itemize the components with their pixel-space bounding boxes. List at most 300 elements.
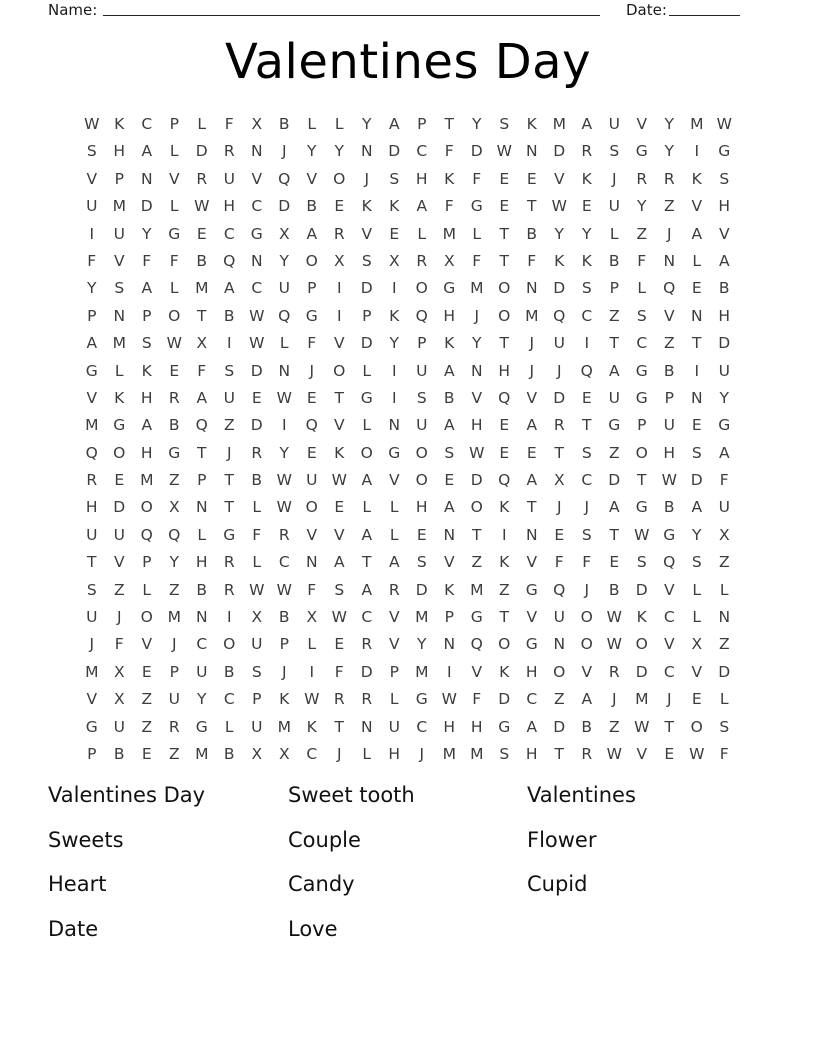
grid-letter: D	[608, 471, 621, 490]
grid-letter: Q	[168, 525, 181, 544]
grid-letter: D	[553, 717, 566, 736]
word-list-item: Sweets	[48, 827, 124, 852]
grid-letter: E	[609, 553, 620, 572]
grid-letter: J	[281, 142, 287, 161]
grid-letter: D	[195, 142, 208, 161]
grid-letter: W	[716, 115, 732, 133]
grid-letter: R	[581, 142, 593, 161]
grid-letter: T	[637, 471, 647, 490]
grid-letter: M	[415, 662, 429, 681]
grid-letter: G	[388, 443, 401, 462]
grid-letter: V	[333, 525, 345, 544]
grid-letter: P	[252, 690, 262, 709]
grid-letter: U	[608, 197, 620, 216]
grid-letter: F	[307, 580, 317, 599]
grid-letter: J	[611, 169, 617, 188]
grid-letter: W	[194, 197, 210, 216]
grid-letter: R	[636, 169, 648, 188]
grid-letter: X	[691, 635, 703, 654]
grid-letter: P	[664, 388, 674, 407]
grid-letter: Q	[553, 306, 566, 325]
word-list	[0, 773, 816, 973]
grid-letter: B	[581, 717, 593, 736]
grid-letter: U	[608, 388, 620, 407]
grid-letter: P	[279, 635, 289, 654]
grid-letter: O	[415, 443, 428, 462]
grid-letter: Q	[663, 553, 676, 572]
grid-letter: E	[499, 416, 510, 435]
grid-letter: N	[113, 306, 126, 325]
grid-letter: K	[114, 115, 125, 133]
grid-row	[78, 659, 738, 686]
grid-letter: T	[472, 525, 482, 544]
grid-letter: T	[527, 197, 537, 216]
grid-letter: W	[276, 498, 292, 517]
grid-letter: N	[388, 416, 401, 435]
grid-letter: N	[278, 361, 291, 380]
grid-letter: E	[416, 525, 427, 544]
grid-letter: V	[306, 525, 318, 544]
grid-letter: O	[580, 608, 593, 627]
grid-letter: M	[85, 416, 99, 435]
grid-letter: E	[141, 662, 152, 681]
grid-letter: D	[553, 388, 566, 407]
grid-letter: C	[416, 142, 428, 161]
grid-letter: S	[581, 279, 592, 298]
grid-letter: B	[223, 744, 235, 763]
grid-letter: V	[691, 662, 703, 681]
grid-letter: V	[443, 553, 455, 572]
grid-letter: Y	[554, 224, 564, 243]
grid-letter: R	[223, 580, 235, 599]
grid-letter: G	[305, 306, 318, 325]
grid-letter: O	[498, 306, 511, 325]
grid-letter: F	[527, 251, 537, 270]
grid-letter: R	[196, 169, 208, 188]
grid-letter: Z	[553, 690, 565, 709]
grid-letter: D	[553, 279, 566, 298]
grid-letter: E	[526, 443, 537, 462]
grid-letter: H	[498, 361, 511, 380]
grid-letter: J	[611, 690, 617, 709]
grid-row	[78, 303, 738, 330]
grid-letter: Z	[168, 580, 180, 599]
grid-letter: D	[690, 471, 703, 490]
grid-letter: K	[141, 361, 152, 380]
grid-letter: I	[336, 279, 342, 298]
grid-letter: E	[334, 635, 345, 654]
grid-letter: F	[197, 361, 207, 380]
grid-letter: C	[636, 334, 648, 353]
grid-letter: H	[663, 443, 676, 462]
grid-letter: O	[690, 717, 703, 736]
grid-letter: P	[169, 115, 179, 133]
grid-letter: J	[336, 744, 342, 763]
grid-letter: K	[389, 197, 400, 216]
grid-letter: T	[444, 115, 454, 133]
grid-letter: U	[251, 635, 263, 654]
grid-letter: B	[196, 251, 208, 270]
date-label: Date:	[626, 1, 667, 19]
grid-letter: A	[416, 197, 428, 216]
grid-letter: T	[499, 251, 509, 270]
grid-letter: S	[416, 553, 427, 572]
grid-letter: N	[360, 142, 373, 161]
grid-letter: Q	[498, 471, 511, 490]
grid-letter: I	[446, 662, 452, 681]
grid-letter: J	[556, 498, 562, 517]
grid-letter: L	[362, 498, 372, 517]
grid-letter: M	[690, 115, 704, 133]
grid-letter: B	[663, 361, 675, 380]
grid-letter: L	[224, 717, 234, 736]
grid-letter: S	[691, 553, 702, 572]
grid-letter: K	[581, 251, 592, 270]
grid-letter: U	[388, 717, 400, 736]
grid-letter: W	[606, 744, 622, 763]
grid-letter: M	[195, 744, 209, 763]
grid-letter: Z	[608, 306, 620, 325]
grid-letter: P	[87, 306, 97, 325]
grid-row	[78, 686, 738, 713]
grid-letter: U	[718, 361, 730, 380]
grid-letter: U	[113, 224, 125, 243]
grid-letter: O	[333, 169, 346, 188]
grid-letter: P	[417, 115, 427, 133]
grid-letter: S	[609, 142, 620, 161]
grid-letter: A	[141, 142, 153, 161]
grid-letter: L	[334, 115, 344, 133]
grid-letter: J	[364, 169, 370, 188]
grid-letter: V	[113, 553, 125, 572]
grid-letter: W	[441, 690, 457, 709]
grid-letter: G	[635, 388, 648, 407]
grid-letter: N	[470, 361, 483, 380]
grid-letter: K	[444, 580, 455, 599]
grid-letter: J	[529, 361, 535, 380]
grid-letter: G	[443, 279, 456, 298]
grid-letter: F	[114, 635, 124, 654]
word-list-item: Flower	[527, 827, 597, 852]
grid-letter: U	[718, 498, 730, 517]
grid-letter: H	[525, 662, 538, 681]
grid-letter: A	[86, 334, 98, 353]
grid-letter: C	[663, 662, 675, 681]
grid-letter: O	[635, 635, 648, 654]
grid-row	[78, 522, 738, 549]
grid-letter: C	[251, 197, 263, 216]
grid-letter: L	[389, 525, 399, 544]
grid-letter: W	[249, 306, 265, 325]
grid-letter: V	[361, 224, 373, 243]
grid-letter: O	[415, 279, 428, 298]
grid-letter: V	[306, 169, 318, 188]
grid-letter: V	[471, 662, 483, 681]
grid-letter: C	[663, 608, 675, 627]
grid-letter: E	[196, 224, 207, 243]
grid-letter: F	[224, 115, 234, 133]
grid-letter: X	[553, 471, 565, 490]
grid-letter: F	[334, 662, 344, 681]
grid-letter: Z	[608, 443, 620, 462]
grid-letter: N	[195, 498, 208, 517]
grid-row	[78, 275, 738, 302]
grid-row	[78, 440, 738, 467]
grid-letter: T	[554, 443, 564, 462]
grid-letter: L	[609, 224, 619, 243]
grid-letter: H	[415, 498, 428, 517]
grid-letter: O	[305, 498, 318, 517]
grid-letter: A	[141, 279, 153, 298]
grid-letter: X	[113, 662, 125, 681]
grid-letter: H	[415, 169, 428, 188]
grid-letter: A	[443, 498, 455, 517]
grid-letter: G	[223, 525, 236, 544]
grid-letter: R	[581, 744, 593, 763]
grid-letter: F	[87, 251, 97, 270]
grid-letter: A	[361, 471, 373, 490]
grid-letter: D	[635, 580, 648, 599]
grid-letter: J	[116, 608, 122, 627]
grid-letter: V	[663, 635, 675, 654]
grid-letter: K	[389, 306, 400, 325]
grid-letter: A	[608, 361, 620, 380]
grid-letter: C	[581, 306, 593, 325]
grid-letter: H	[388, 744, 401, 763]
grid-letter: N	[718, 608, 731, 627]
grid-letter: P	[362, 306, 372, 325]
grid-letter: M	[442, 224, 456, 243]
grid-letter: Z	[141, 717, 153, 736]
grid-letter: O	[305, 251, 318, 270]
grid-letter: S	[141, 334, 152, 353]
grid-letter: P	[114, 169, 124, 188]
grid-letter: T	[224, 471, 234, 490]
grid-letter: G	[168, 443, 181, 462]
grid-letter: Q	[195, 416, 208, 435]
grid-letter: V	[388, 608, 400, 627]
grid-letter: D	[635, 662, 648, 681]
grid-letter: H	[140, 443, 153, 462]
grid-letter: T	[527, 498, 537, 517]
grid-letter: K	[581, 169, 592, 188]
grid-letter: T	[554, 744, 564, 763]
grid-letter: F	[472, 169, 482, 188]
grid-letter: A	[691, 498, 703, 517]
grid-letter: N	[525, 279, 538, 298]
grid-letter: W	[276, 580, 292, 599]
grid-letter: B	[608, 251, 620, 270]
grid-row	[78, 494, 738, 521]
grid-letter: R	[553, 416, 565, 435]
grid-letter: I	[501, 525, 507, 544]
grid-letter: X	[718, 525, 730, 544]
grid-letter: W	[469, 443, 485, 462]
grid-letter: Z	[168, 471, 180, 490]
grid-letter: J	[226, 443, 232, 462]
grid-letter: Y	[334, 142, 344, 161]
word-list-column	[48, 773, 205, 951]
grid-letter: T	[197, 306, 207, 325]
grid-letter: W	[606, 608, 622, 627]
grid-letter: W	[634, 717, 650, 736]
grid-letter: H	[85, 498, 98, 517]
grid-row	[78, 138, 738, 165]
grid-letter: E	[526, 169, 537, 188]
grid-letter: B	[278, 608, 290, 627]
grid-letter: B	[526, 224, 538, 243]
grid-letter: B	[306, 197, 318, 216]
grid-letter: G	[525, 635, 538, 654]
grid-letter: A	[718, 251, 730, 270]
grid-letter: S	[86, 142, 97, 161]
grid-letter: X	[278, 224, 290, 243]
grid-row	[78, 248, 738, 275]
word-list-item: Date	[48, 916, 99, 941]
grid-letter: S	[114, 279, 125, 298]
grid-letter: A	[718, 443, 730, 462]
grid-letter: L	[362, 744, 372, 763]
grid-letter: F	[472, 251, 482, 270]
grid-letter: D	[250, 361, 263, 380]
grid-letter: M	[552, 115, 566, 133]
grid-letter: D	[360, 334, 373, 353]
grid-letter: K	[334, 443, 345, 462]
grid-letter: U	[663, 416, 675, 435]
grid-letter: H	[718, 306, 731, 325]
grid-row	[78, 549, 738, 576]
grid-letter: Q	[278, 169, 291, 188]
grid-letter: S	[636, 553, 647, 572]
word-list-column	[288, 773, 415, 951]
grid-letter: F	[719, 744, 729, 763]
grid-letter: R	[168, 388, 180, 407]
grid-letter: L	[252, 498, 262, 517]
grid-letter: F	[444, 197, 454, 216]
grid-letter: E	[691, 690, 702, 709]
grid-letter: R	[388, 580, 400, 599]
grid-letter: U	[86, 525, 98, 544]
grid-letter: Y	[279, 443, 289, 462]
grid-letter: M	[635, 690, 649, 709]
grid-letter: P	[609, 279, 619, 298]
grid-letter: D	[388, 142, 401, 161]
word-list-item: Valentines	[527, 783, 636, 808]
grid-letter: K	[114, 388, 125, 407]
grid-letter: L	[252, 553, 262, 572]
grid-letter: C	[581, 471, 593, 490]
grid-letter: C	[251, 279, 263, 298]
grid-letter: G	[195, 717, 208, 736]
grid-row	[78, 631, 738, 658]
grid-letter: N	[250, 142, 263, 161]
grid-letter: V	[581, 662, 593, 681]
grid-letter: I	[226, 608, 232, 627]
grid-letter: T	[334, 388, 344, 407]
grid-letter: T	[362, 553, 372, 572]
grid-letter: J	[281, 662, 287, 681]
grid-letter: L	[692, 251, 702, 270]
grid-letter: U	[416, 361, 428, 380]
grid-letter: Q	[85, 443, 98, 462]
word-list-item: Heart	[48, 872, 107, 897]
grid-letter: V	[86, 690, 98, 709]
grid-letter: V	[333, 334, 345, 353]
grid-letter: E	[554, 525, 565, 544]
grid-letter: U	[416, 416, 428, 435]
grid-letter: A	[443, 416, 455, 435]
grid-letter: W	[661, 471, 677, 490]
grid-letter: U	[196, 662, 208, 681]
grid-letter: L	[417, 224, 427, 243]
grid-letter: A	[526, 471, 538, 490]
grid-letter: Q	[223, 251, 236, 270]
grid-letter: Y	[637, 197, 647, 216]
grid-letter: F	[554, 553, 564, 572]
grid-letter: S	[389, 169, 400, 188]
grid-letter: M	[277, 717, 291, 736]
grid-letter: V	[718, 224, 730, 243]
grid-letter: O	[470, 498, 483, 517]
grid-letter: S	[334, 580, 345, 599]
grid-letter: U	[553, 608, 565, 627]
grid-letter: F	[637, 251, 647, 270]
grid-letter: K	[499, 553, 510, 572]
grid-letter: N	[553, 635, 566, 654]
grid-letter: Z	[718, 635, 730, 654]
grid-letter: L	[197, 525, 207, 544]
grid-letter: E	[444, 471, 455, 490]
grid-letter: A	[691, 224, 703, 243]
grid-letter: S	[691, 443, 702, 462]
grid-letter: N	[443, 635, 456, 654]
grid-letter: P	[637, 416, 647, 435]
grid-letter: L	[169, 279, 179, 298]
grid-letter: B	[223, 306, 235, 325]
grid-letter: W	[551, 197, 567, 216]
grid-letter: P	[389, 662, 399, 681]
grid-letter: B	[278, 115, 290, 133]
grid-letter: D	[278, 197, 291, 216]
grid-letter: U	[113, 525, 125, 544]
grid-letter: C	[526, 690, 538, 709]
grid-letter: L	[389, 498, 399, 517]
word-list-item: Couple	[288, 827, 361, 852]
word-list-item: Cupid	[527, 872, 588, 897]
grid-letter: K	[279, 690, 290, 709]
grid-letter: R	[223, 553, 235, 572]
grid-letter: F	[582, 553, 592, 572]
grid-letter: L	[692, 580, 702, 599]
grid-row	[78, 741, 738, 768]
grid-letter: K	[691, 169, 702, 188]
grid-letter: M	[112, 197, 126, 216]
grid-letter: A	[526, 717, 538, 736]
grid-letter: X	[251, 744, 263, 763]
grid-letter: R	[168, 717, 180, 736]
grid-letter: X	[251, 608, 263, 627]
grid-letter: Z	[113, 580, 125, 599]
grid-letter: H	[525, 744, 538, 763]
grid-letter: N	[443, 525, 456, 544]
grid-letter: Q	[663, 279, 676, 298]
grid-letter: T	[224, 498, 234, 517]
grid-letter: C	[141, 115, 153, 133]
grid-letter: Y	[87, 279, 97, 298]
grid-letter: G	[360, 388, 373, 407]
grid-letter: F	[719, 471, 729, 490]
grid-letter: Z	[141, 690, 153, 709]
